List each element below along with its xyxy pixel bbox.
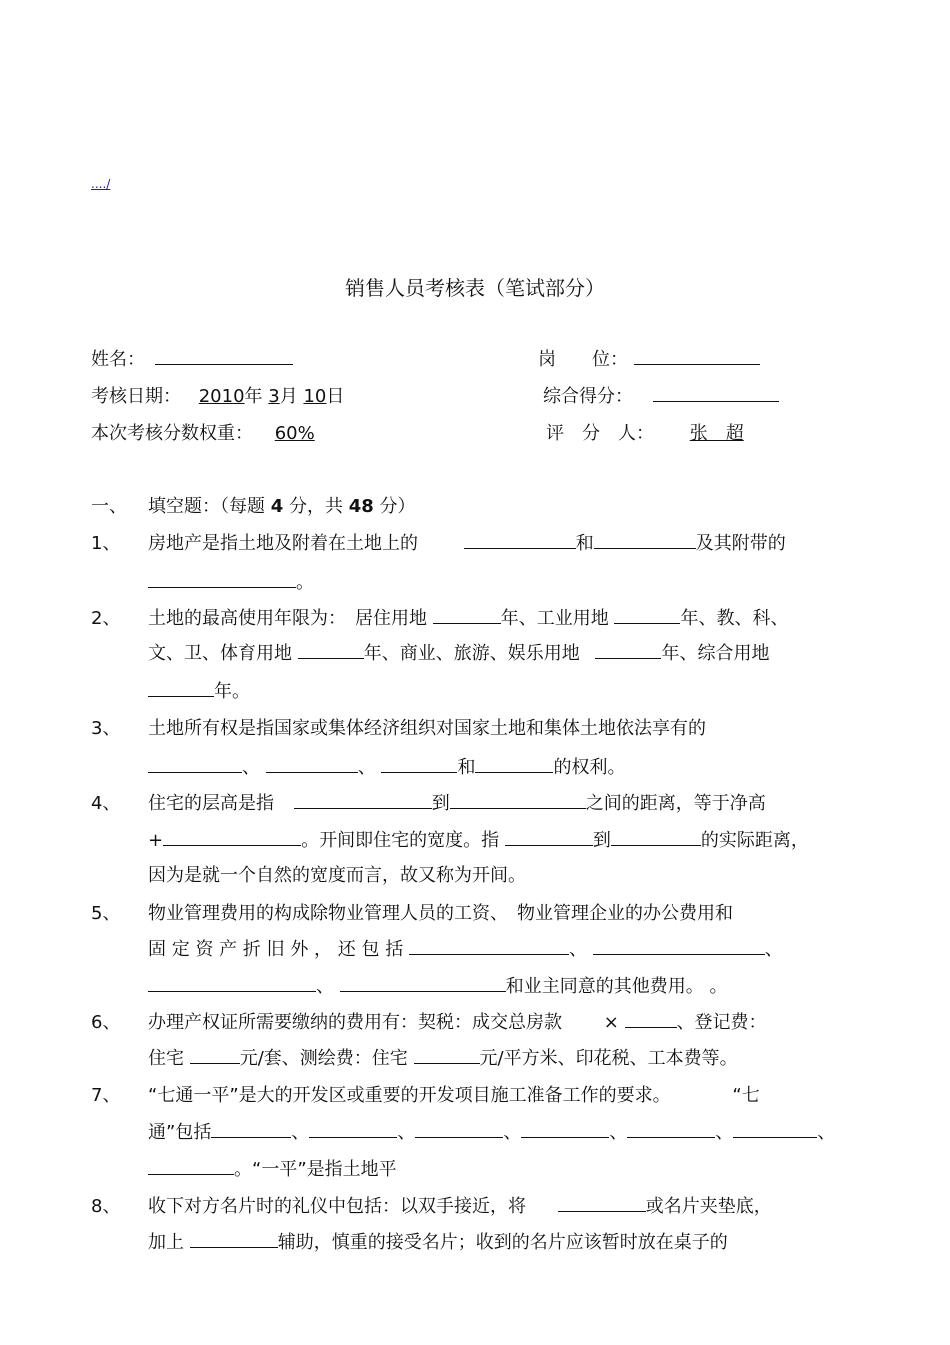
q2-text-c: 年、教、科、: [680, 608, 789, 629]
q8-line1: [148, 1192, 772, 1218]
q8-blank-1[interactable]: [558, 1195, 646, 1212]
q2-text-g: 年。: [214, 681, 250, 702]
section-title-b: 分，共: [289, 496, 343, 517]
q7-text-b: “七: [732, 1085, 760, 1106]
q2-text-b: 年、工业用地: [500, 608, 609, 629]
weight-field: [91, 419, 315, 445]
q7-blank-6[interactable]: [733, 1121, 817, 1138]
q6-text-b: 、登记费：: [676, 1012, 767, 1033]
q4-text-a: 住宅的层高是指: [148, 793, 274, 814]
q1-blank-2[interactable]: [594, 532, 696, 549]
q1-text-b: 和: [575, 533, 594, 554]
date-day: 10: [303, 386, 327, 407]
date-day-unit: 日: [326, 386, 345, 407]
q2-blank-3[interactable]: [298, 642, 364, 659]
q4-line3: 因为是就一个自然的宽度而言，故又称为开间。: [148, 865, 526, 886]
q2-line1: [148, 604, 788, 630]
q8-text-a: 收下对方名片时的礼仪中包括：以双手接近，将: [148, 1196, 526, 1217]
q4-text-f: 的实际距离，: [700, 830, 809, 851]
q7-sep-4: 、: [609, 1122, 628, 1143]
q5-line1: 物业管理费用的构成除物业管理人员的工资、 物业管理企业的办公费用和: [148, 903, 733, 924]
q2-blank-4[interactable]: [595, 642, 661, 659]
q1-number: 1、: [91, 533, 121, 554]
q7-line1: [148, 1081, 760, 1107]
q8-line2: [148, 1228, 728, 1254]
position-field: [538, 345, 760, 371]
q1-blank-1[interactable]: [464, 532, 576, 549]
q5-text-a: 固 定 资 产 折 旧 外 ， 还 包 括: [148, 939, 404, 960]
q7-blank-5[interactable]: [627, 1121, 715, 1138]
grader-label: 评 分 人：: [546, 423, 654, 444]
q7-blank-4[interactable]: [521, 1121, 609, 1138]
date-month: 3: [268, 386, 280, 407]
points-each: 4: [270, 496, 284, 517]
weight-value: 60%: [274, 423, 315, 444]
q8-text-d: 辅助，慎重的接受名片；收到的名片应该暂时放在桌子的: [277, 1232, 728, 1253]
section-title-c: 分）: [379, 496, 416, 517]
q5-sep-1: 、: [568, 939, 587, 960]
q6-text-e: 元/平方米、印花税、工本费等。: [479, 1048, 738, 1069]
q3-blank-2[interactable]: [266, 756, 358, 773]
q7-text-d: 。“一平”是指土地平: [234, 1159, 397, 1180]
position-label: 岗 位：: [538, 349, 628, 370]
q3-line2: [148, 753, 625, 779]
date-label: 考核日期：: [91, 386, 181, 407]
q7-line3: [148, 1155, 397, 1181]
q6-blank-3[interactable]: [414, 1047, 480, 1064]
q5-blank-3[interactable]: [148, 975, 316, 992]
date-month-unit: 月: [279, 386, 298, 407]
q4-line1: [148, 789, 766, 815]
name-field: [91, 345, 293, 371]
q3-sep-1: 、: [242, 757, 260, 778]
q3-line1: 土地所有权是指国家或集体经济组织对国家土地和集体土地依法享有的: [148, 718, 706, 739]
q4-blank-2[interactable]: [450, 792, 586, 809]
q6-text-a: 办理产权证所需要缴纳的费用有：契税：成交总房款: [148, 1012, 562, 1033]
q7-text-a: “七通一平”是大的开发区或重要的开发项目施工准备工作的要求。: [148, 1085, 671, 1106]
q7-sep-5: 、: [715, 1122, 734, 1143]
q2-blank-1[interactable]: [433, 607, 501, 624]
q1-line2: [148, 568, 314, 594]
q6-blank-2[interactable]: [190, 1047, 240, 1064]
score-field: [543, 382, 779, 408]
section-title: [148, 492, 416, 518]
q4-text-d: 。开间即住宅的宽度。指: [301, 830, 500, 851]
q2-text-f: 年、综合用地: [661, 643, 770, 664]
q5-number: 5、: [91, 903, 121, 924]
q3-blank-4[interactable]: [475, 756, 553, 773]
q4-blank-5[interactable]: [611, 829, 701, 846]
q1-text-d: 。: [296, 572, 314, 593]
q6-line2: [148, 1044, 738, 1070]
q7-sep-2: 、: [397, 1122, 416, 1143]
q3-number: 3、: [91, 718, 121, 739]
q2-blank-2[interactable]: [614, 607, 680, 624]
date-year-unit: 年: [244, 386, 263, 407]
grader-value: 张 超: [689, 423, 744, 444]
q7-line2: [148, 1118, 835, 1144]
q6-text-c: 住宅: [148, 1048, 184, 1069]
q7-number: 7、: [91, 1085, 121, 1106]
q8-blank-2[interactable]: [190, 1231, 278, 1248]
date-field: [91, 382, 344, 408]
q1-blank-3[interactable]: [148, 571, 296, 588]
q7-sep-3: 、: [503, 1122, 522, 1143]
q6-number: 6、: [91, 1012, 121, 1033]
q2-blank-5[interactable]: [148, 680, 214, 697]
position-blank[interactable]: [634, 348, 760, 365]
q4-blank-3[interactable]: [163, 829, 301, 846]
q1-text-a: 房地产是指土地及附着在土地上的: [148, 533, 418, 554]
q7-text-c: 通”包括: [148, 1122, 212, 1143]
q4-text-b: 到: [431, 793, 450, 814]
score-label: 综合得分：: [543, 386, 633, 407]
q7-blank-7[interactable]: [148, 1158, 234, 1175]
q5-sep-3: 、: [316, 976, 334, 997]
q4-blank-1[interactable]: [294, 792, 432, 809]
section-title-a: 填空题：（每题: [148, 496, 265, 517]
q5-line2: [148, 935, 783, 961]
q5-text-end: 和业主同意的其他费用。 。: [505, 976, 728, 997]
q7-sep-6: 、: [817, 1122, 836, 1143]
section-index: 一、: [91, 496, 127, 517]
date-year: 2010: [198, 386, 245, 407]
q5-blank-1[interactable]: [409, 938, 569, 955]
q5-blank-4[interactable]: [340, 975, 506, 992]
q6-text-d: 元/套、测绘费：住宅: [239, 1048, 408, 1069]
q6-line1: [148, 1008, 767, 1034]
name-blank[interactable]: [155, 348, 293, 365]
q4-plus: +: [148, 830, 164, 851]
points-total: 48: [348, 496, 374, 517]
q2-text-a: 土地的最高使用年限为： 居住用地: [148, 608, 427, 629]
q7-blank-2[interactable]: [309, 1121, 397, 1138]
q3-blank-3[interactable]: [381, 756, 457, 773]
q5-sep-2: 、: [764, 939, 783, 960]
q3-sep-3: 和: [457, 757, 476, 778]
q2-number: 2、: [91, 608, 121, 629]
q4-text-c: 之间的距离，等于净高: [585, 793, 766, 814]
q1-line1: [148, 529, 786, 555]
name-label: 姓名：: [91, 349, 145, 370]
q4-number: 4、: [91, 793, 121, 814]
q1-text-c: 及其附带的: [695, 533, 786, 554]
score-blank[interactable]: [653, 385, 779, 402]
weight-label: 本次考核分数权重：: [91, 423, 253, 444]
q4-blank-4[interactable]: [505, 829, 593, 846]
q7-blank-1[interactable]: [211, 1121, 291, 1138]
page-title: 销售人员考核表（笔试部分）: [345, 276, 605, 300]
q8-text-c: 加上: [148, 1232, 184, 1253]
q3-blank-1[interactable]: [148, 756, 242, 773]
q7-blank-3[interactable]: [415, 1121, 503, 1138]
grader-field: [546, 419, 744, 445]
q4-text-e: 到: [592, 830, 611, 851]
q2-line3: [148, 677, 250, 703]
q2-line2: [148, 639, 769, 665]
q8-number: 8、: [91, 1196, 121, 1217]
page-link[interactable]: ..../: [91, 177, 111, 191]
q3-sep-2: 、: [357, 757, 376, 778]
q3-text-end: 的权利。: [553, 757, 626, 778]
q8-text-b: 或名片夹垫底，: [645, 1196, 772, 1217]
q5-line3: [148, 972, 727, 998]
q6-times: ×: [603, 1012, 619, 1033]
q7-sep-1: 、: [291, 1122, 310, 1143]
q2-text-e: 年、商业、旅游、娱乐用地: [363, 643, 580, 664]
q2-text-d: 文、卫、体育用地: [148, 643, 292, 664]
q5-blank-2[interactable]: [593, 938, 765, 955]
q4-line2: [148, 826, 809, 852]
q6-blank-1[interactable]: [625, 1011, 677, 1028]
